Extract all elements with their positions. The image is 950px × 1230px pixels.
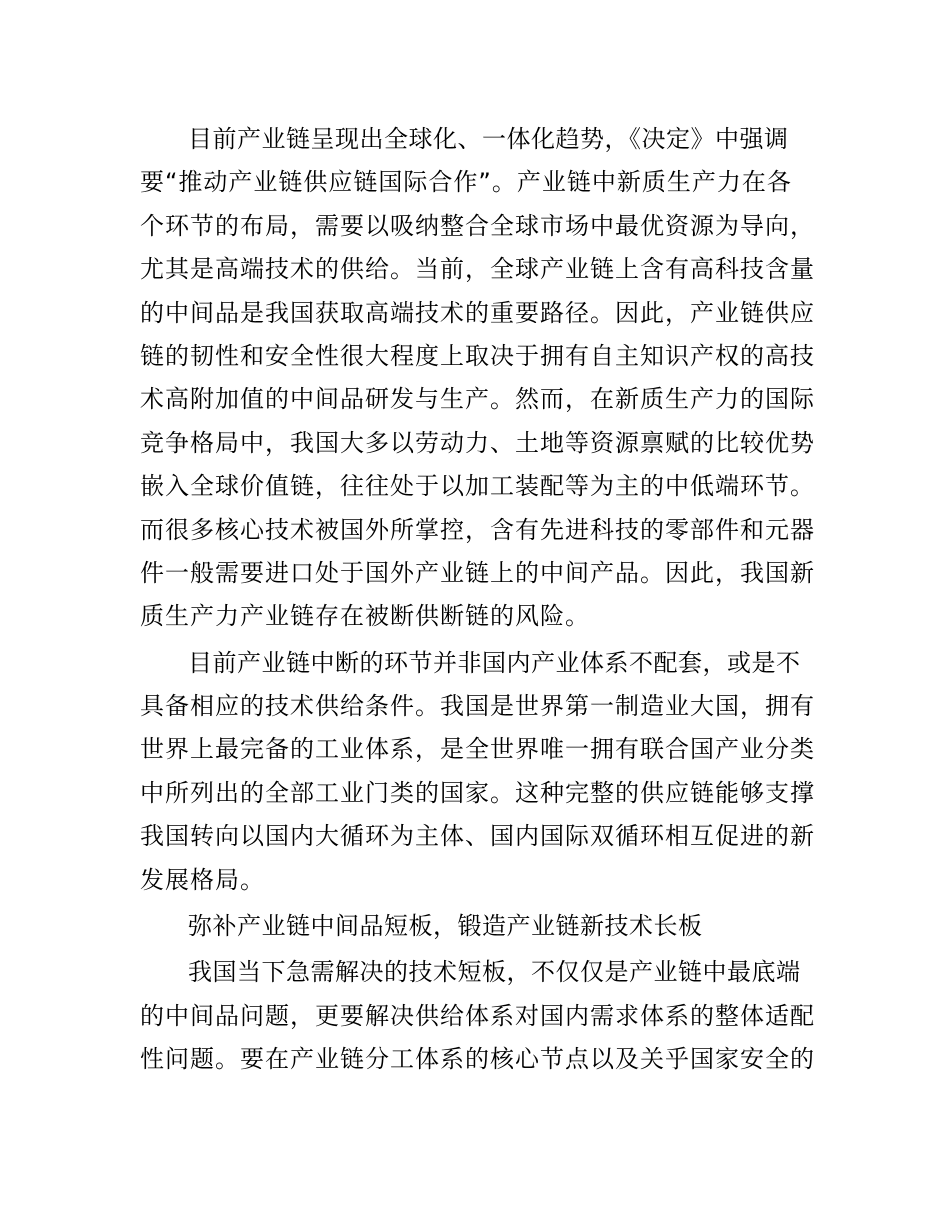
text-line: 竞争格局中，我国大多以劳动力、土地等资源禀赋的比较优势	[140, 428, 815, 457]
text-line: 中所列出的全部工业门类的国家。这种完整的供应链能够支撑	[140, 778, 815, 807]
text-line: 的中间品是我国获取高端技术的重要路径。因此，产业链供应	[140, 298, 815, 327]
text-line: 术高附加值的中间品研发与生产。然而，在新质生产力的国际	[140, 385, 815, 414]
text-line: 质生产力产业链存在被断供断链的风险。	[140, 602, 590, 631]
text-line: 的中间品问题，更要解决供给体系对国内需求体系的整体适配	[140, 1001, 815, 1030]
text-line: 而很多核心技术被国外所掌控，含有先进科技的零部件和元器	[140, 515, 815, 544]
text-line: 发展格局。	[140, 865, 265, 894]
text-line: 性问题。要在产业链分工体系的核心节点以及关乎国家安全的	[140, 1045, 815, 1074]
text-line: 目前产业链呈现出全球化、一体化趋势，《决定》中强调	[188, 125, 789, 153]
document-body	[140, 118, 815, 1082]
paragraph	[140, 951, 815, 1081]
paragraph	[140, 118, 815, 639]
heading-text: 弥补产业链中间品短板，锻造产业链新技术长板	[188, 912, 703, 941]
text-line: 件一般需要进口处于国外产业链上的中间产品。因此，我国新	[140, 558, 815, 587]
section-heading	[140, 905, 812, 948]
text-line: 目前产业链中断的环节并非国内产业体系不配套，或是不	[188, 648, 801, 677]
text-line: 嵌入全球价值链，往往处于以加工装配等为主的中低端环节。	[140, 472, 815, 501]
text-line: 个环节的布局，需要以吸纳整合全球市场中最优资源为导向，	[140, 211, 815, 240]
paragraph	[140, 642, 815, 902]
text-line: 我国当下急需解决的技术短板，不仅仅是产业链中最底端	[188, 958, 801, 987]
text-line: 链的韧性和安全性很大程度上取决于拥有自主知识产权的高技	[140, 341, 815, 370]
text-line: 我国转向以国内大循环为主体、国内国际双循环相互促进的新	[140, 822, 815, 851]
text-line: 要“推动产业链供应链国际合作”。产业链中新质生产力在各	[140, 168, 792, 197]
text-line: 尤其是高端技术的供给。当前，全球产业链上含有高科技含量	[140, 255, 815, 284]
text-line: 世界上最完备的工业体系，是全世界唯一拥有联合国产业分类	[140, 735, 815, 764]
text-line: 具备相应的技术供给条件。我国是世界第一制造业大国，拥有	[140, 692, 815, 721]
